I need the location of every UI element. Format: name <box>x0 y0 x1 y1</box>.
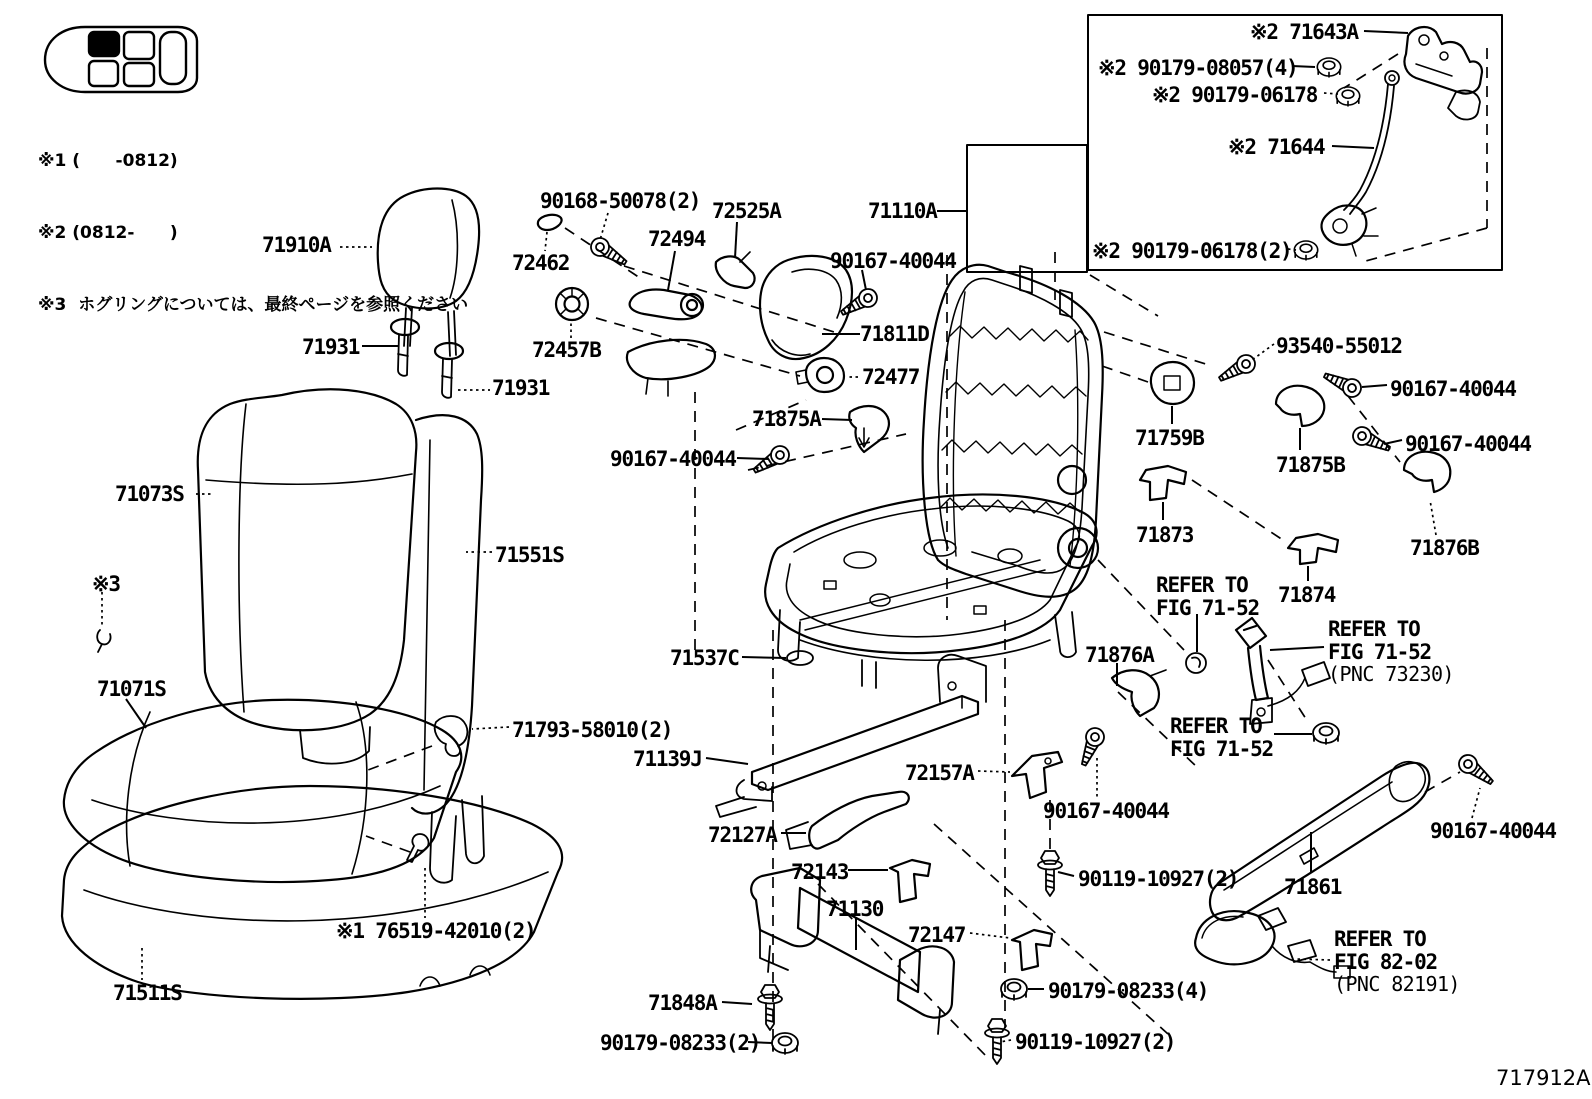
part-label-90167-40044: 90167-40044 <box>610 447 736 471</box>
part-label-72477: 72477 <box>862 365 920 389</box>
part-label-71551s: 71551S <box>495 543 564 567</box>
part-label-90167-40044: 90167-40044 <box>1043 799 1169 823</box>
part-label-71811d: 71811D <box>860 322 929 346</box>
part-label-71873: 71873 <box>1136 523 1194 547</box>
part-label-71110a: 71110A <box>868 199 937 223</box>
part-label-72462: 72462 <box>512 251 570 275</box>
part-label-90167-40044: 90167-40044 <box>830 249 956 273</box>
part-label-71139j: 71139J <box>633 747 702 771</box>
part-label-2-71643a: ※2 71643A <box>1250 20 1358 44</box>
part-label-71861: 71861 <box>1284 875 1342 899</box>
figure-code: 717912A <box>1496 1066 1591 1090</box>
part-label-71793-58010-2: 71793-58010(2) <box>512 718 673 742</box>
part-label-90119-10927-2: 90119-10927(2) <box>1078 867 1239 891</box>
part-label-93540-55012: 93540-55012 <box>1276 334 1402 358</box>
part-label-71876b: 71876B <box>1410 536 1479 560</box>
part-label-refer-to: REFER TO FIG 71-52 <box>1156 573 1259 620</box>
part-label-90167-40044: 90167-40044 <box>1390 377 1516 401</box>
part-label-refer-to: REFER TO FIG 71-52 <box>1170 714 1273 761</box>
note-line-3: ※3 ホグリングについては、最終ページを参照ください <box>38 295 469 315</box>
part-label-1-76519-42010-2: ※1 76519-42010(2) <box>336 919 536 943</box>
part-label-71511s: 71511S <box>113 981 182 1005</box>
applicability-notes <box>38 101 468 365</box>
part-label-71759b: 71759B <box>1135 426 1204 450</box>
part-label-72157a: 72157A <box>905 761 974 785</box>
part-label-72457b: 72457B <box>532 338 601 362</box>
part-label-72127a: 72127A <box>708 823 777 847</box>
note-line-2: ※2 (0812- ) <box>38 223 178 243</box>
part-label-3: ※3 <box>92 572 120 596</box>
part-label-refer-to: REFER TO FIG 82-02 (PNC 82191) <box>1334 927 1460 997</box>
part-label-71910a: 71910A <box>262 233 331 257</box>
part-label-2-90179-08057-4: ※2 90179-08057(4) <box>1098 56 1298 80</box>
part-label-2-71644: ※2 71644 <box>1228 135 1325 159</box>
part-label-71874: 71874 <box>1278 583 1336 607</box>
part-label-71875a: 71875A <box>752 407 821 431</box>
part-label-2-90179-06178-2: ※2 90179-06178(2) <box>1092 239 1292 263</box>
part-label-90179-08233-4: 90179-08233(4) <box>1048 979 1209 1003</box>
part-label-refer-to: REFER TO FIG 71-52 (PNC 73230) <box>1328 617 1454 687</box>
note-line-1: ※1 ( -0812) <box>38 151 178 171</box>
part-label-90179-08233-2: 90179-08233(2) <box>600 1031 761 1055</box>
part-label-71071s: 71071S <box>97 677 166 701</box>
part-label-2-90179-06178: ※2 90179-06178 <box>1152 83 1318 107</box>
part-label-71073s: 71073S <box>115 482 184 506</box>
part-label-72494: 72494 <box>648 227 706 251</box>
part-label-71931: 71931 <box>492 376 550 400</box>
part-label-71848a: 71848A <box>648 991 717 1015</box>
part-label-90167-40044: 90167-40044 <box>1430 819 1556 843</box>
part-label-72525a: 72525A <box>712 199 781 223</box>
part-label-71875b: 71875B <box>1276 453 1345 477</box>
part-label-90167-40044: 90167-40044 <box>1405 432 1531 456</box>
part-label-72147: 72147 <box>908 923 966 947</box>
part-label-71931: 71931 <box>302 335 360 359</box>
part-label-90119-10927-2: 90119-10927(2) <box>1015 1030 1176 1054</box>
part-label-71537c: 71537C <box>670 646 739 670</box>
part-label-90168-50078-2: 90168-50078(2) <box>540 189 701 213</box>
part-label-71130: 71130 <box>826 897 884 921</box>
part-label-71876a: 71876A <box>1085 643 1154 667</box>
part-label-72143: 72143 <box>791 860 849 884</box>
